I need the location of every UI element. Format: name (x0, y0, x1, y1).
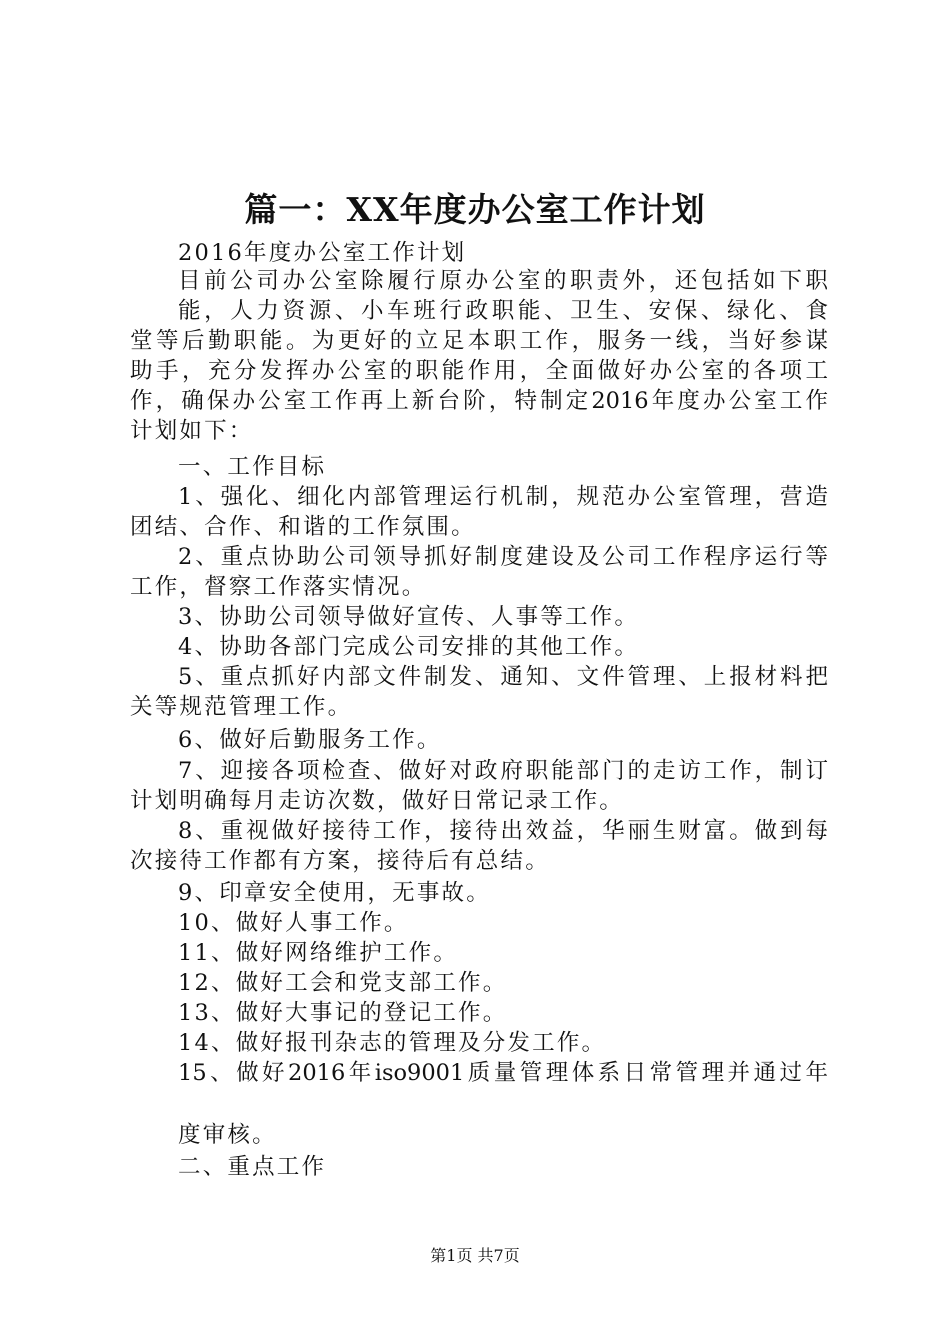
body-line: 计划如下： (130, 418, 254, 444)
page-footer: 第1页 共7页 (430, 1246, 520, 1265)
list-item: 12、做好工会和党支部工作。 (178, 970, 508, 996)
body-line: 目前公司办公室除履行原办公室的职责外，还包括如下职 (178, 268, 828, 294)
body-line: 堂等后勤职能。为更好的立足本职工作，服务一线，当好参谋 (130, 328, 828, 354)
list-item: 3、协助公司领导做好宣传、人事等工作。 (178, 604, 640, 630)
list-item: 9、印章安全使用，无事故。 (178, 880, 491, 906)
section-heading: 二、重点工作 (178, 1154, 327, 1180)
list-item: 4、协助各部门完成公司安排的其他工作。 (178, 634, 640, 660)
list-item: 13、做好大事记的登记工作。 (178, 1000, 508, 1026)
list-item: 6、做好后勤服务工作。 (178, 727, 442, 753)
list-item: 5、重点抓好内部文件制发、通知、文件管理、上报材料把 (178, 664, 828, 690)
list-item-continuation: 工作，督察工作落实情况。 (130, 574, 427, 600)
subtitle-line: 2016年度办公室工作计划 (178, 240, 467, 266)
body-line: 作，确保办公室工作再上新台阶，特制定2016年度办公室工作 (130, 388, 828, 414)
list-item-continuation: 计划明确每月走访次数，做好日常记录工作。 (130, 788, 625, 814)
list-item-continuation: 关等规范管理工作。 (130, 694, 353, 720)
list-item: 14、做好报刊杂志的管理及分发工作。 (178, 1030, 607, 1056)
list-item-continuation: 次接待工作都有方案，接待后有总结。 (130, 848, 550, 874)
list-item: 1、强化、细化内部管理运行机制，规范办公室管理，营造 (178, 484, 828, 510)
section-heading: 一、工作目标 (178, 454, 327, 480)
list-item: 2、重点协助公司领导抓好制度建设及公司工作程序运行等 (178, 544, 828, 570)
list-item: 8、重视做好接待工作，接待出效益，华丽生财富。做到每 (178, 818, 828, 844)
list-item: 11、做好网络维护工作。 (178, 940, 459, 966)
list-item-continuation: 度审核。 (178, 1122, 277, 1148)
body-line: 能，人力资源、小车班行政职能、卫生、安保、绿化、食 (178, 298, 828, 324)
document-title: 篇一：XX年度办公室工作计划 (244, 190, 706, 229)
list-item-continuation: 团结、合作、和谐的工作氛围。 (130, 514, 476, 540)
body-line: 助手，充分发挥办公室的职能作用，全面做好办公室的各项工 (130, 358, 828, 384)
list-item: 7、迎接各项检查、做好对政府职能部门的走访工作，制订 (178, 758, 828, 784)
list-item: 10、做好人事工作。 (178, 910, 409, 936)
list-item: 15、做好2016年iso9001质量管理体系日常管理并通过年 (178, 1060, 828, 1086)
